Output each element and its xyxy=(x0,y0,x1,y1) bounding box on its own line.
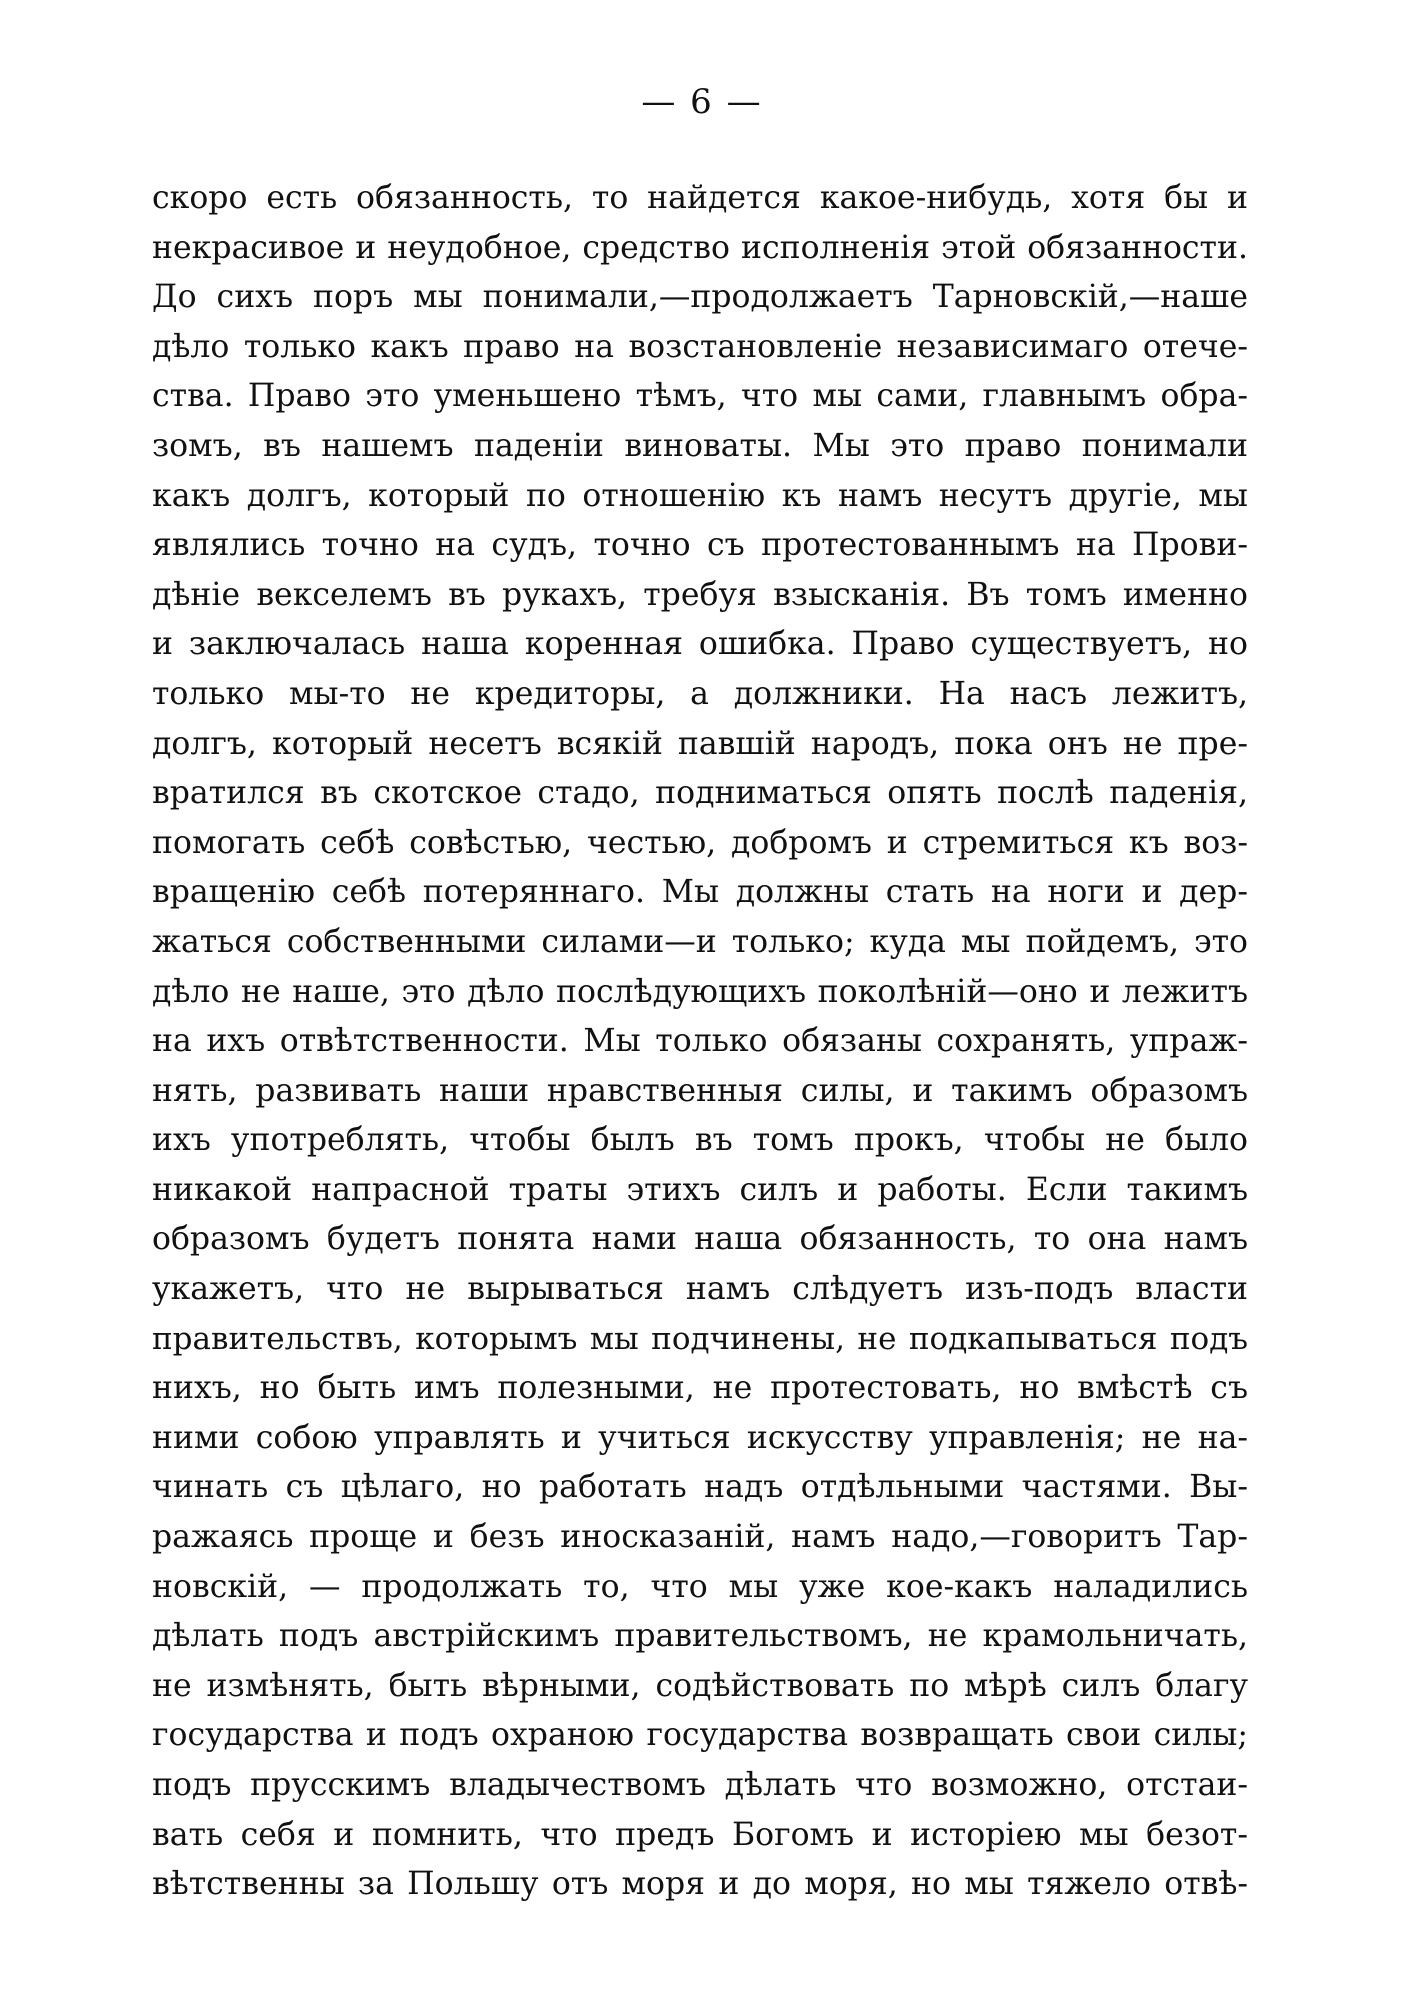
text-line: ства. Право это уменьшено тѣмъ, что мы сами, главнымъ обра- xyxy=(152,378,1248,415)
text-line: никакой напрасной траты этихъ силъ и работы. Если такимъ xyxy=(152,1171,1248,1208)
text-line: дѣло не наше, это дѣло послѣдующихъ поколѣній—оно и лежитъ xyxy=(152,973,1248,1010)
text-line: на ихъ отвѣтственности. Мы только обязаны сохранять, упраж- xyxy=(152,1023,1248,1060)
text-line: являлись точно на судъ, точно съ протестованнымъ на Прови- xyxy=(152,527,1248,564)
text-line: вращенію себѣ потеряннаго. Мы должны стать на ноги и дер- xyxy=(152,874,1248,911)
text-line: нихъ, но быть имъ полезными, не протестовать, но вмѣстѣ съ xyxy=(152,1370,1248,1407)
text-line: скоро есть обязанность, то найдется какое-нибудь, хотя бы и xyxy=(152,180,1248,216)
text-line: нять, развивать наши нравственныя силы, и такимъ образомъ xyxy=(152,1072,1248,1109)
text-line: дѣло только какъ право на возстановленіе независимаго отече- xyxy=(152,328,1248,365)
text-line: дѣлать подъ австрійскимъ правительствомъ, не крамольничать, xyxy=(152,1618,1248,1655)
text-line: укажетъ, что не вырываться намъ слѣдуетъ изъ-подъ власти xyxy=(152,1271,1248,1308)
text-line: государства и подъ охраною государства возвращать свои силы; xyxy=(152,1717,1248,1754)
page-number: — 6 — xyxy=(641,82,763,122)
text-line: какъ долгъ, который по отношенію къ намъ несутъ другіе, мы xyxy=(152,477,1248,514)
text-line: вать себя и помнить, что предъ Богомъ и исторіею мы безот- xyxy=(152,1816,1248,1853)
text-line: некрасивое и неудобное, средство исполненія этой обязанности. xyxy=(152,229,1248,266)
text-line: ними собою управлять и учиться искусству управленія; не на- xyxy=(152,1419,1248,1456)
text-line: подъ прусскимъ владычествомъ дѣлать что возможно, отстаи- xyxy=(152,1767,1248,1803)
text-line: новскій, — продолжать то, что мы уже кое-какъ наладились xyxy=(152,1568,1248,1605)
text-line: только мы-то не кредиторы, а должники. На насъ лежитъ, xyxy=(152,675,1248,712)
text-line: вѣтственны за Польшу отъ моря и до моря, но мы тяжело отвѣ- xyxy=(152,1866,1248,1903)
text-line: зомъ, въ нашемъ паденіи виноваты. Мы это право понимали xyxy=(152,427,1248,464)
body-text xyxy=(152,174,1248,1910)
text-line: образомъ будетъ понята нами наша обязанность, то она намъ xyxy=(152,1221,1248,1258)
text-line: вратился въ скотское стадо, подниматься опять послѣ паденія, xyxy=(152,775,1248,812)
text-line: и заключалась наша коренная ошибка. Право существуетъ, но xyxy=(152,626,1248,663)
text-line: До сихъ поръ мы понимали,—продолжаетъ Тарновскій,—наше xyxy=(152,279,1248,316)
text-line: долгъ, который несетъ всякій павшій народъ, пока онъ не пре- xyxy=(152,725,1248,762)
text-line: не измѣнять, быть вѣрными, содѣйствовать по мѣрѣ силъ благу xyxy=(152,1667,1248,1704)
text-line: жаться собственными силами—и только; куда мы пойдемъ, это xyxy=(152,923,1248,960)
text-line: ихъ употреблять, чтобы былъ въ томъ прокъ, чтобы не было xyxy=(152,1122,1248,1159)
text-line: правительствъ, которымъ мы подчинены, не подкапываться подъ xyxy=(152,1320,1248,1357)
text-line: чинать съ цѣлаго, но работать надъ отдѣльными частями. Вы- xyxy=(152,1469,1248,1506)
text-line: ражаясь проще и безъ иносказаній, намъ надо,—говоритъ Тар- xyxy=(152,1519,1248,1556)
text-line: дѣніе векселемъ въ рукахъ, требуя взысканія. Въ томъ именно xyxy=(152,576,1248,613)
text-line: помогать себѣ совѣстью, честью, добромъ и стремиться къ воз- xyxy=(152,824,1248,861)
